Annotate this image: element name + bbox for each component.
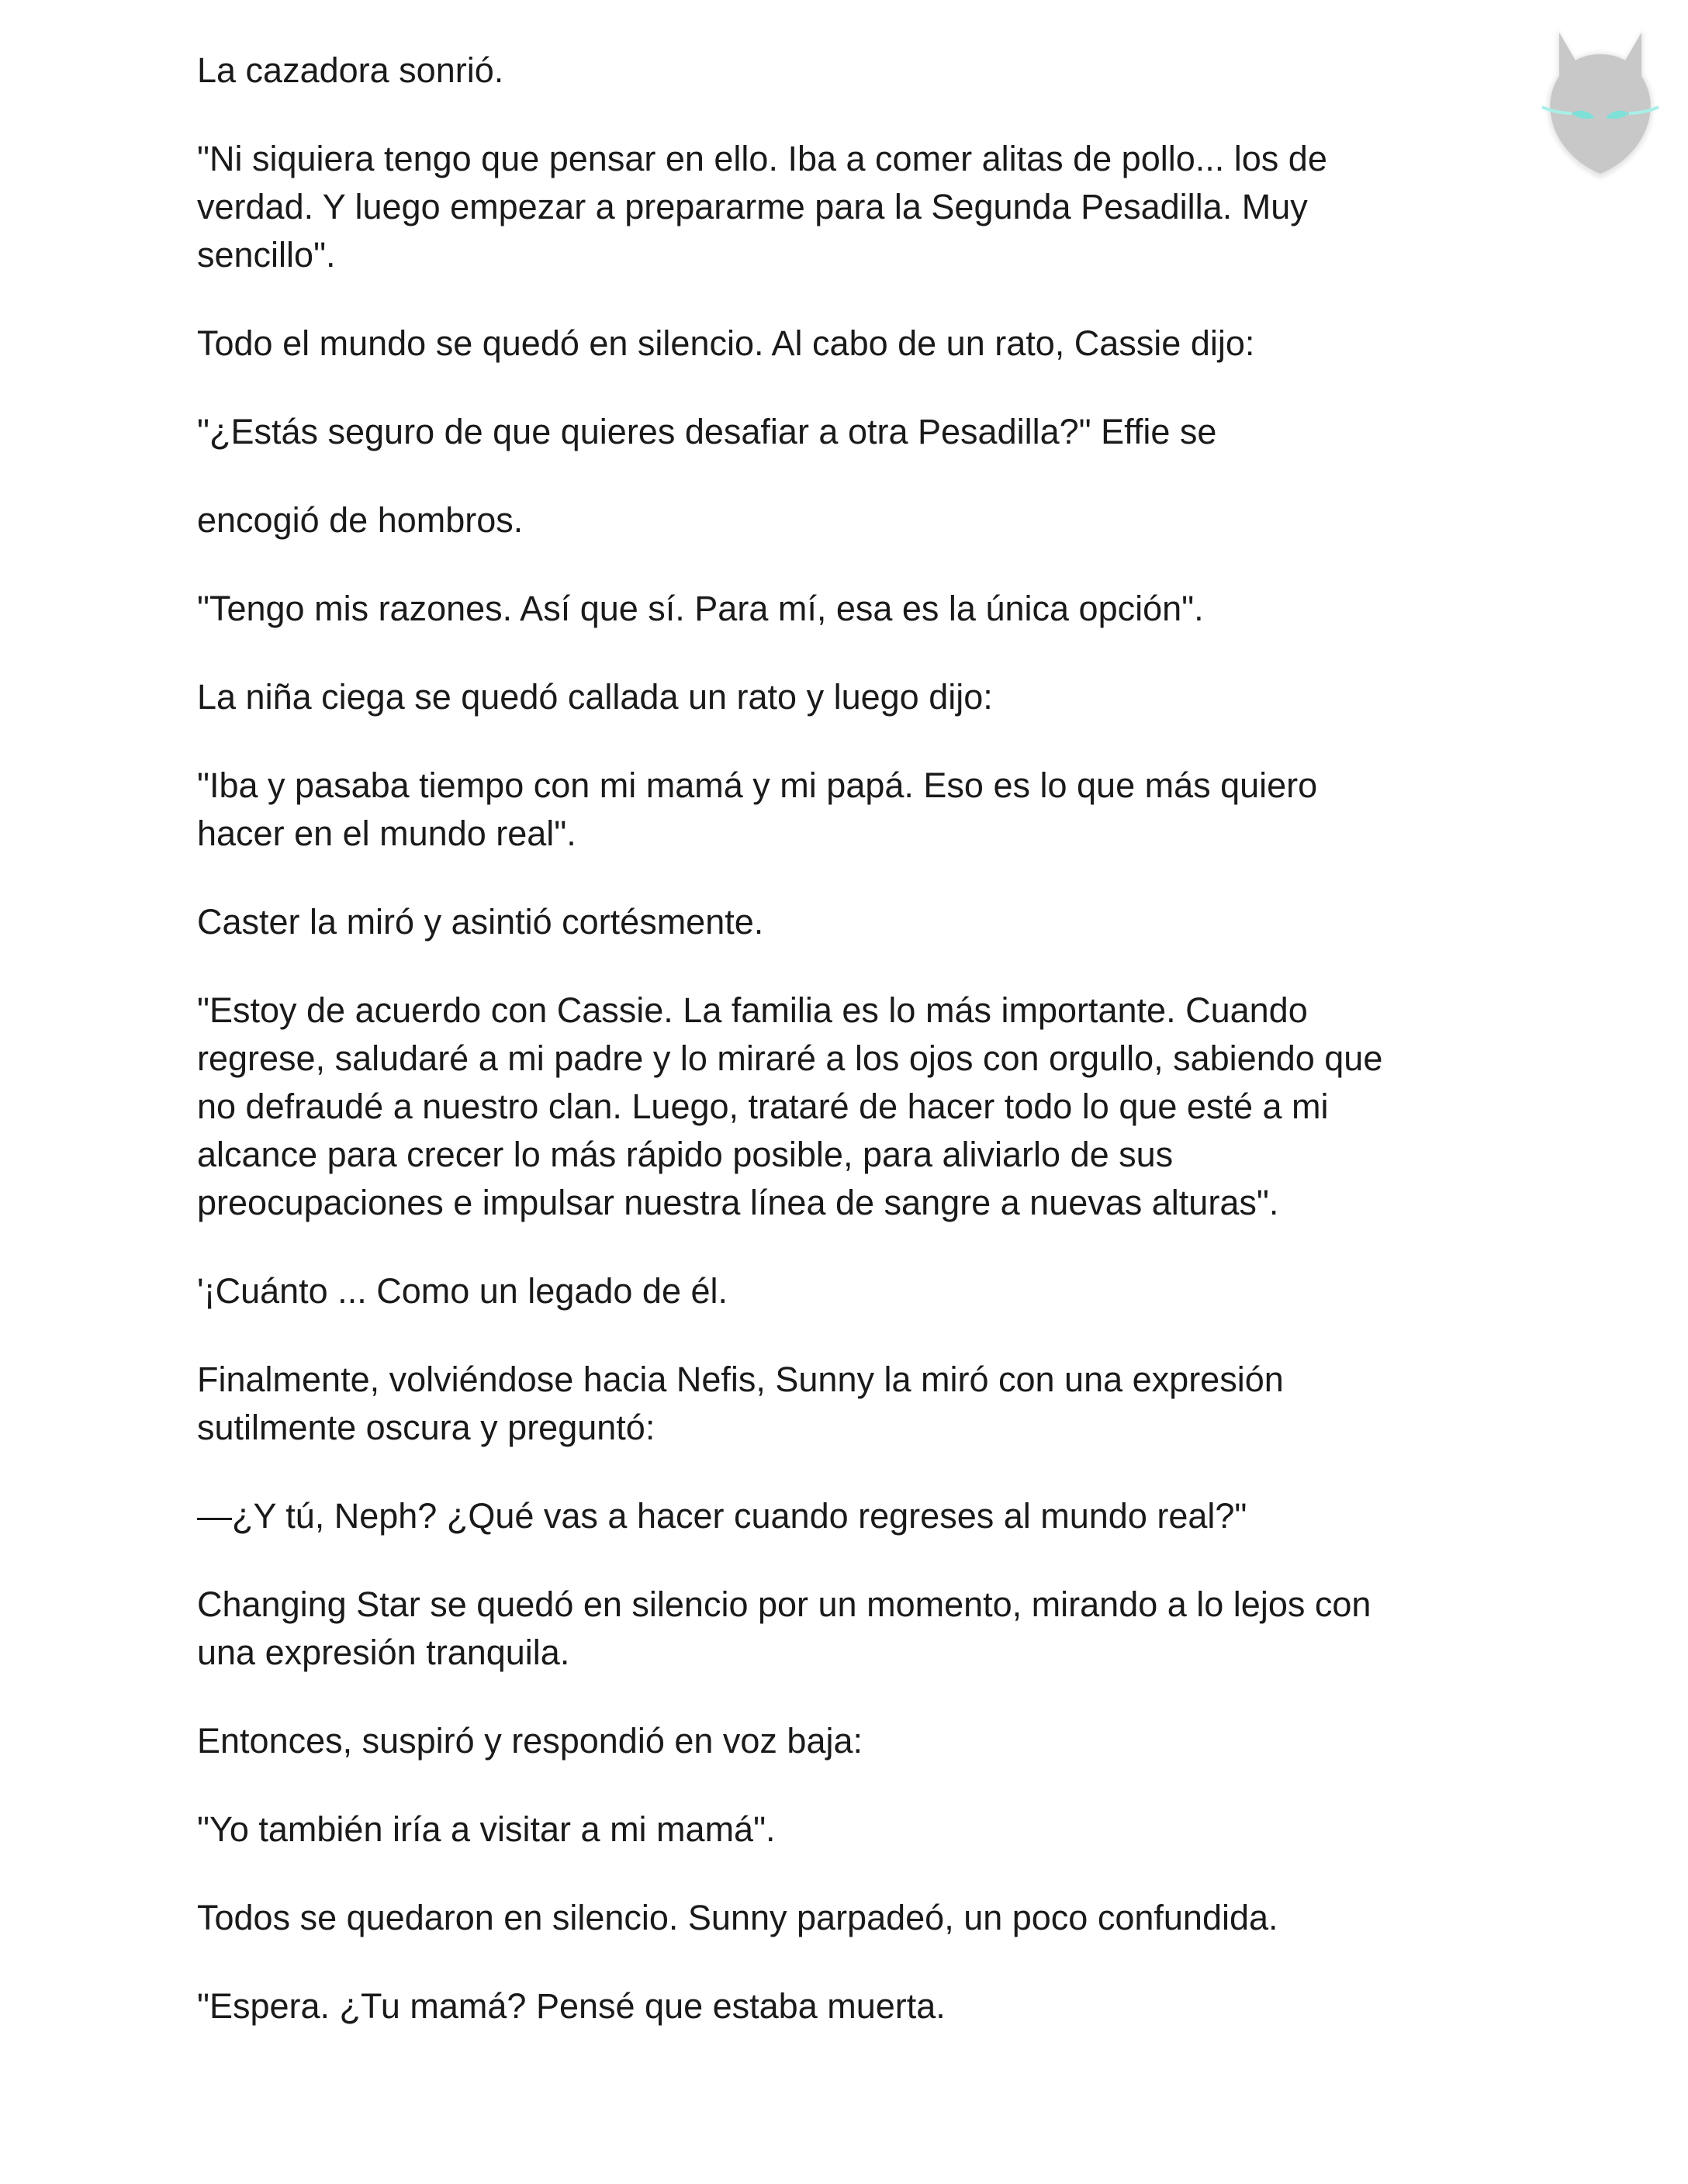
paragraph-16: "Yo también iría a visitar a mi mamá". bbox=[197, 1809, 776, 1849]
paragraph-8: "Iba y pasaba tiempo con mi mamá y mi papá. Eso es lo que más quiero hacer en el mundo real". bbox=[197, 765, 1318, 853]
paragraph-1: La cazadora sonrió. bbox=[197, 50, 504, 90]
paragraph-10: "Estoy de acuerdo con Cassie. La familia es lo más importante. Cuando regrese, saludaré a mi padre y lo miraré a los ojos con orgullo, sabiendo que no defraudé a nuestro clan. Luego, trataré de hacer todo lo que esté a mi alcance para crecer lo más rápido posible, para aliviarlo de sus preocupaciones e impulsar nuestra línea de sangre a nuevas alturas". bbox=[197, 990, 1383, 1222]
paragraph-12: Finalmente, volviéndose hacia Nefis, Sunny la miró con una expresión sutilmente oscura y preguntó: bbox=[197, 1360, 1284, 1447]
document-body bbox=[197, 47, 1485, 2071]
paragraph-7: La niña ciega se quedó callada un rato y luego dijo: bbox=[197, 677, 993, 717]
paragraph-2: "Ni siquiera tengo que pensar en ello. Iba a comer alitas de pollo... los de verdad. Y luego empezar a prepararme para la Segunda Pesadilla. Muy sencillo". bbox=[197, 139, 1327, 275]
paragraph-15: Entonces, suspiró y respondió en voz baja: bbox=[197, 1721, 863, 1761]
paragraph-18: "Espera. ¿Tu mamá? Pensé que estaba muerta. bbox=[197, 1986, 946, 2026]
paragraph-3: Todo el mundo se quedó en silencio. Al cabo de un rato, Cassie dijo: bbox=[197, 323, 1255, 363]
paragraph-6: "Tengo mis razones. Así que sí. Para mí, esa es la única opción". bbox=[197, 589, 1204, 628]
paragraph-5: encogió de hombros. bbox=[197, 500, 524, 540]
paragraph-9: Caster la miró y asintió cortésmente. bbox=[197, 902, 764, 942]
paragraph-17: Todos se quedaron en silencio. Sunny parpadeó, un poco confundida. bbox=[197, 1898, 1278, 1937]
horned-demon-head-icon bbox=[1527, 14, 1674, 185]
paragraph-11: '¡Cuánto ... Como un legado de él. bbox=[197, 1271, 728, 1311]
paragraph-14: Changing Star se quedó en silencio por un momento, mirando a lo lejos con una expresión tranquila. bbox=[197, 1584, 1372, 1672]
paragraph-4: "¿Estás seguro de que quieres desafiar a otra Pesadilla?" Effie se bbox=[197, 412, 1217, 451]
paragraph-13: —¿Y tú, Neph? ¿Qué vas a hacer cuando regreses al mundo real?" bbox=[197, 1496, 1247, 1536]
watermark-logo bbox=[1527, 14, 1674, 185]
